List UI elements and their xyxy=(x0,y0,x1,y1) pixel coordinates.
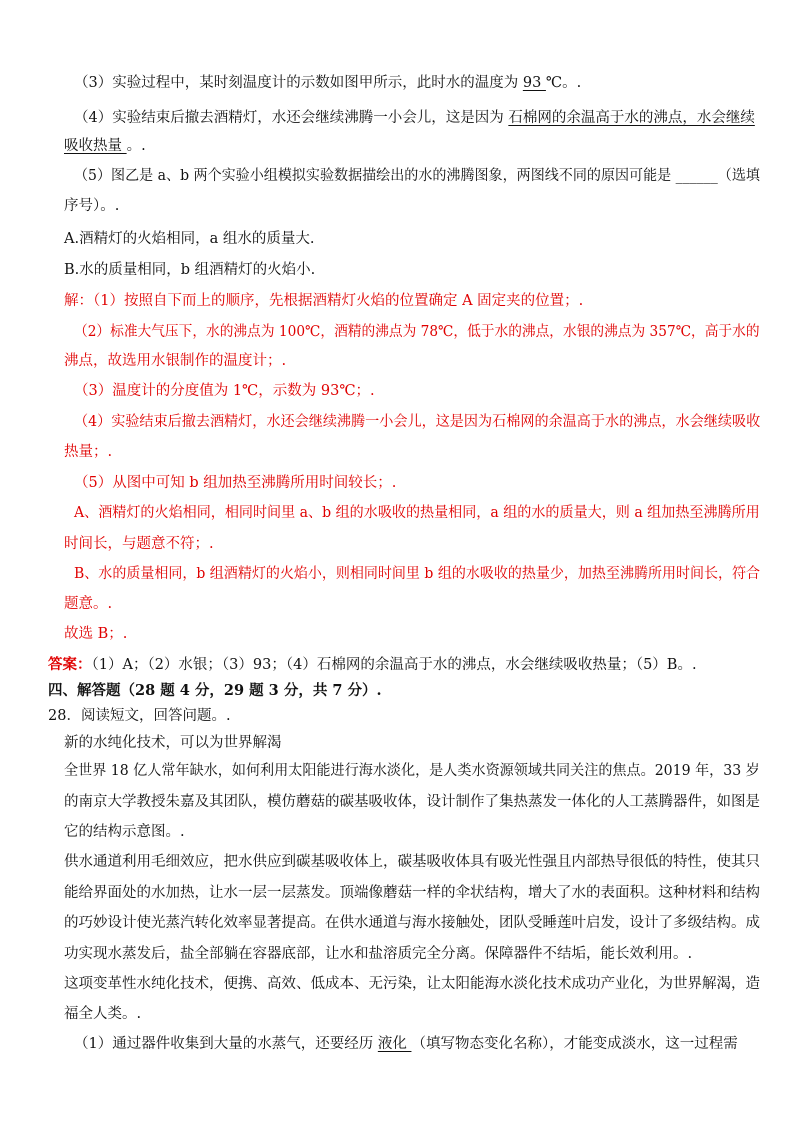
solution-step-1: 解：（1）按照自下而上的顺序，先根据酒精灯火焰的位置确定 A 固定夹的位置；. xyxy=(64,293,584,309)
question-4-line2 xyxy=(64,136,146,156)
article-p1-line2: 的南京大学教授朱嘉及其团队，模仿蘑菇的碳基吸收体，设计制作了集热蒸发一体化的人工蒸腾器件，如图是 xyxy=(64,794,760,810)
question-5-line1: （5）图乙是 a、b 两个实验小组模拟实验数据描绘出的水的沸腾图象，两图线不同的原因可能是 ______（选填 xyxy=(74,168,760,184)
q4-answer-blank: 石棉网的余温高于水的沸点，水会继续 xyxy=(508,110,755,126)
solution-step-2b: 沸点，故选用水银制作的温度计；. xyxy=(64,353,287,369)
article-p1-line1: 全世界 18 亿人常年缺水，如何利用太阳能进行海水淡化，是人类水资源领域共同关注的焦点。2019 年，33 岁 xyxy=(64,763,760,779)
article-p3-line1: 这项变革性水纯化技术，便携、高效、低成本、无污染，让太阳能海水淡化技术成功产业化，为世界解渴，造 xyxy=(64,976,760,992)
answer-text: （1）A；（2）水银；（3）93；（4）石棉网的余温高于水的沸点，水会继续吸收热量；（5）B。. xyxy=(91,657,697,673)
section-4-title: 四、解答题（28 题 4 分，29 题 3 分，共 7 分）. xyxy=(48,682,382,699)
option-b: B.水的质量相同，b 组酒精灯的火焰小. xyxy=(64,262,316,278)
solution-option-a-2: 时间长，与题意不符；. xyxy=(64,536,214,552)
article-p1-line3: 它的结构示意图。. xyxy=(64,824,185,840)
sub1-answer-blank: 液化 xyxy=(377,1036,412,1052)
sub1-text: （1）通过器件收集到大量的水蒸气，还要经历 xyxy=(74,1036,378,1052)
article-p2-line3: 的巧妙设计使光蒸汽转化效率显著提高。在供水通道与海水接触处，团队受睡莲叶启发，设计了多级结构。成 xyxy=(64,915,760,931)
solution-conclusion: 故选 B；. xyxy=(64,626,128,642)
solution-option-b-2: 题意。. xyxy=(64,596,113,612)
article-p2-line4: 功实现水蒸发后，盐全部躺在容器底部，让水和盐溶质完全分离。保障器件不结垢，能长效利用。. xyxy=(64,946,693,962)
q4-answer-blank-cont: 吸收热量 xyxy=(64,138,127,154)
question-3 xyxy=(74,73,581,93)
article-p2-line2: 能给界面处的水加热，让水一层一层蒸发。顶端像蘑菇一样的伞状结构，增大了水的表面积。这种材料和结构 xyxy=(64,885,760,901)
article-title: 新的水纯化技术，可以为世界解渴 xyxy=(64,735,282,751)
answer-line xyxy=(48,655,697,675)
question-28-sub1 xyxy=(74,1034,738,1054)
q4-suffix: 。. xyxy=(126,138,146,154)
solution-option-a-1: A、酒精灯的火焰相同，相同时间里 a、b 组的水吸收的热量相同，a 组的水的质量大，则 a 组加热至沸腾所用 xyxy=(74,505,760,521)
question-4-line1 xyxy=(74,108,755,128)
question-28-intro: 28．阅读短文，回答问题。. xyxy=(48,708,231,724)
q4-text: （4）实验结束后撤去酒精灯，水还会继续沸腾一小会儿，这是因为 xyxy=(74,110,509,126)
q3-answer-blank: 93 xyxy=(522,75,546,91)
solution-step-5: （5）从图中可知 b 组加热至沸腾所用时间较长；. xyxy=(74,475,397,491)
question-5-line2: 序号）。. xyxy=(64,198,120,214)
article-p2-line1: 供水通道利用毛细效应，把水供应到碳基吸收体上，碳基吸收体具有吸光性强且内部热导很低的特性，使其只 xyxy=(64,854,760,870)
q3-text: （3）实验过程中，某时刻温度计的示数如图甲所示，此时水的温度为 xyxy=(74,75,523,91)
option-a: A.酒精灯的火焰相同，a 组水的质量大. xyxy=(64,231,315,247)
q3-suffix: ℃。. xyxy=(545,75,582,91)
solution-step-4a: （4）实验结束后撤去酒精灯，水还会继续沸腾一小会儿，这是因为石棉网的余温高于水的沸点，水会继续吸收 xyxy=(74,414,761,430)
solution-step-4b: 热量；. xyxy=(64,444,113,460)
sub1-suffix: （填写物态变化名称），才能变成淡水，这一过程需 xyxy=(411,1036,738,1052)
solution-step-2a: （2）标准大气压下，水的沸点为 100℃，酒精的沸点为 78℃，低于水的沸点，水银的沸点为 357℃，高于水的 xyxy=(74,324,760,340)
article-p3-line2: 福全人类。. xyxy=(64,1006,142,1022)
solution-step-3: （3）温度计的分度值为 1℃，示数为 93℃；. xyxy=(74,383,375,399)
answer-label: 答案： xyxy=(48,656,92,673)
solution-option-b-1: B、水的质量相同，b 组酒精灯的火焰小，则相同时间里 b 组的水吸收的热量少，加热至沸腾所用时间长，符合 xyxy=(74,566,761,582)
